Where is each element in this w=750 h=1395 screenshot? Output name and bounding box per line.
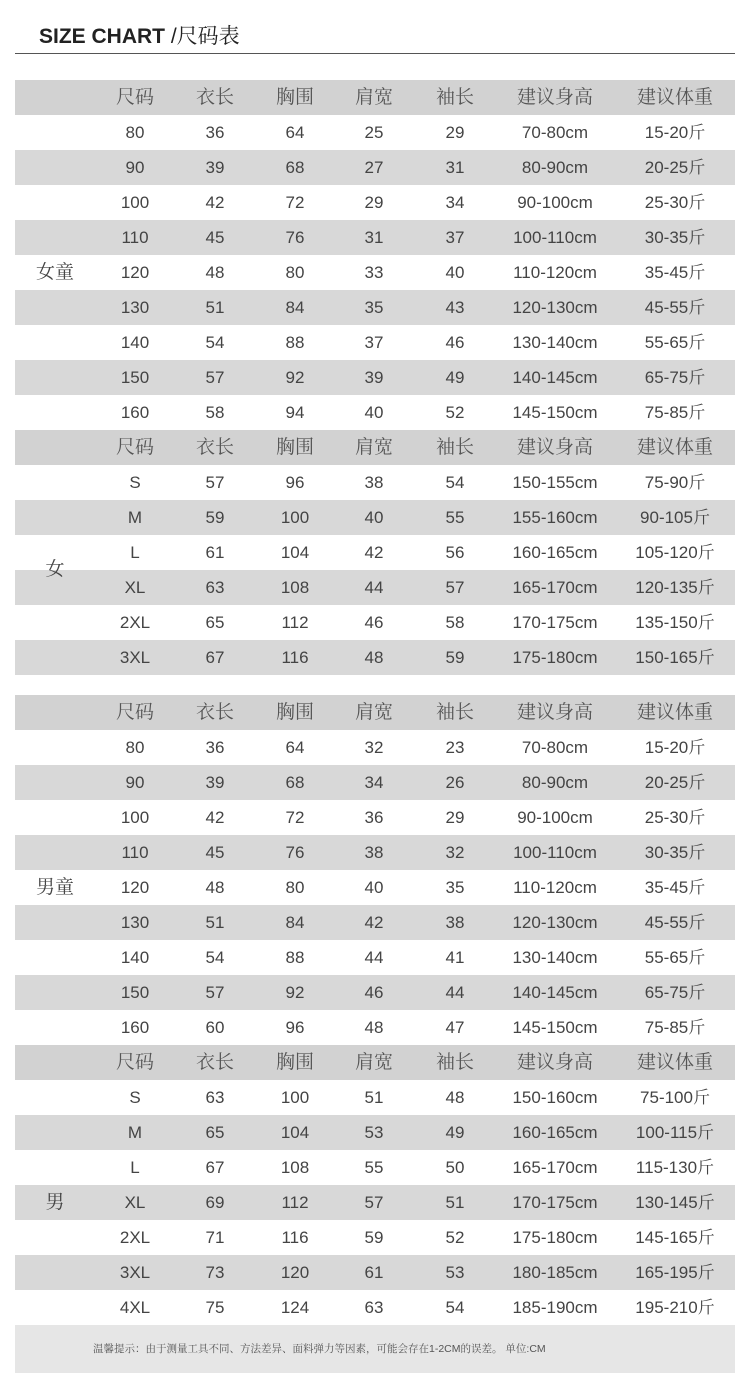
table-cell: 3XL <box>119 648 151 667</box>
table-cell: 67 <box>205 1158 225 1177</box>
table-cell: 75-85斤 <box>644 1018 706 1037</box>
table-cell: 115-130斤 <box>635 1158 715 1177</box>
table-cell: 63 <box>364 1298 384 1317</box>
table-cell: 45-55斤 <box>644 298 706 317</box>
table-cell: 25 <box>364 123 384 142</box>
table-cell: 44 <box>364 578 384 597</box>
table-cell: 53 <box>445 1263 465 1282</box>
table-row <box>15 185 735 220</box>
table-cell: 48 <box>364 648 384 667</box>
table-cell: 120 <box>280 1263 310 1282</box>
table-cell: 45 <box>205 843 225 862</box>
table-cell: 38 <box>364 473 384 492</box>
table-cell: 175-180cm <box>512 648 598 667</box>
table-row <box>15 605 735 640</box>
table-cell: 53 <box>364 1123 384 1142</box>
table-cell: 140-145cm <box>512 983 598 1002</box>
table-cell: 110 <box>121 228 149 247</box>
table-row <box>15 465 735 500</box>
table-row <box>15 290 735 325</box>
column-header: 建议体重 <box>636 437 713 458</box>
table-row <box>15 115 735 150</box>
table-cell: 54 <box>205 333 225 352</box>
table-cell: 64 <box>285 738 305 757</box>
table-cell: 150 <box>120 983 150 1002</box>
table-row <box>15 1255 735 1290</box>
table-cell: 112 <box>281 613 309 632</box>
table-row <box>15 255 735 290</box>
column-header: 胸围 <box>275 87 314 108</box>
table-cell: 36 <box>205 738 225 757</box>
table-cell: 110 <box>121 843 149 862</box>
table-cell: 38 <box>364 843 384 862</box>
table-cell: 160 <box>120 1018 150 1037</box>
table-cell: 40 <box>364 403 384 422</box>
table-cell: 15-20斤 <box>644 738 706 757</box>
column-header: 肩宽 <box>354 1052 393 1073</box>
table-cell: 88 <box>285 948 305 967</box>
table-cell: 44 <box>445 983 465 1002</box>
table-cell: 38 <box>445 913 465 932</box>
table-cell: 23 <box>445 738 465 757</box>
table-cell: 54 <box>445 1298 465 1317</box>
table-row <box>15 870 735 905</box>
table-cell: 61 <box>364 1263 384 1282</box>
table-cell: 41 <box>445 948 465 967</box>
column-header: 衣长 <box>195 702 234 723</box>
table-cell: 29 <box>445 123 465 142</box>
table-cell: 55-65斤 <box>644 948 706 967</box>
table-row <box>15 1150 735 1185</box>
table-cell: 195-210斤 <box>635 1298 715 1317</box>
table-cell: 135-150斤 <box>635 613 715 632</box>
table-cell: 37 <box>445 228 465 247</box>
column-header: 尺码 <box>115 437 154 458</box>
table-cell: 29 <box>445 808 465 827</box>
table-cell: 68 <box>285 158 305 177</box>
table-cell: 108 <box>280 1158 310 1177</box>
table-row <box>15 570 735 605</box>
footnote-text: 温馨提示：由于测量工具不同、方法差异、面料弹力等因素，可能会存在1-2CM的误差。 单位:CM <box>93 1343 546 1355</box>
table-cell: 170-175cm <box>512 613 598 632</box>
table-cell: S <box>129 473 141 492</box>
table-cell: 71 <box>205 1228 225 1247</box>
table-cell: 165-170cm <box>512 578 598 597</box>
table-cell: 36 <box>205 123 225 142</box>
table-cell: 55 <box>364 1158 384 1177</box>
table-cell: 49 <box>445 1123 465 1142</box>
table-cell: 29 <box>364 193 384 212</box>
table-row <box>15 975 735 1010</box>
table-cell: 42 <box>205 808 225 827</box>
table-cell: 80 <box>285 263 305 282</box>
table-cell: 75 <box>205 1298 225 1317</box>
table-cell: 130 <box>120 298 150 317</box>
table-cell: 80 <box>125 123 145 142</box>
table-cell: 84 <box>285 913 305 932</box>
table-cell: 57 <box>205 473 225 492</box>
column-header: 建议身高 <box>516 1052 593 1073</box>
table-cell: 120-130cm <box>512 298 598 317</box>
table-cell: 70-80cm <box>521 738 589 757</box>
table-cell: 110-120cm <box>513 878 597 897</box>
table-row <box>15 1080 735 1115</box>
table-cell: 51 <box>364 1088 384 1107</box>
table-cell: 170-175cm <box>512 1193 598 1212</box>
title-divider <box>15 53 735 54</box>
table-header-row <box>15 80 735 115</box>
table-cell: 80 <box>285 878 305 897</box>
table-cell: 124 <box>280 1298 310 1317</box>
table-cell: 140 <box>120 948 150 967</box>
column-header: 建议身高 <box>516 702 593 723</box>
table-cell: 57 <box>205 983 225 1002</box>
table-cell: 60 <box>205 1018 225 1037</box>
table-row <box>15 360 735 395</box>
table-cell: 48 <box>445 1088 465 1107</box>
table-row <box>15 765 735 800</box>
table-cell: 72 <box>285 808 305 827</box>
table-cell: 92 <box>285 983 305 1002</box>
table-cell: 50 <box>445 1158 465 1177</box>
table-cell: 40 <box>445 263 465 282</box>
size-table-girls <box>15 80 735 430</box>
table-cell: 30-35斤 <box>644 228 706 247</box>
group-label: 女 <box>45 559 65 580</box>
table-cell: 3XL <box>119 1263 151 1282</box>
table-cell: 175-180cm <box>512 1228 598 1247</box>
table-cell: 110-120cm <box>513 263 597 282</box>
table-cell: S <box>129 1088 141 1107</box>
table-cell: L <box>130 543 140 562</box>
table-cell: 32 <box>445 843 465 862</box>
table-cell: 100-110cm <box>513 228 597 247</box>
table-cell: 52 <box>445 403 465 422</box>
table-cell: 31 <box>364 228 384 247</box>
column-header: 衣长 <box>195 87 234 108</box>
group-label: 男 <box>45 1191 65 1213</box>
table-cell: 48 <box>205 878 225 897</box>
table-cell: 67 <box>205 648 225 667</box>
size-table-women <box>15 430 735 675</box>
table-cell: 59 <box>364 1228 384 1247</box>
table-cell: 90-100cm <box>517 808 593 827</box>
table-cell: 165-170cm <box>512 1158 598 1177</box>
table-cell: 90 <box>125 773 145 792</box>
table-cell: 88 <box>285 333 305 352</box>
table-cell: 116 <box>281 648 309 667</box>
table-row <box>15 1010 735 1045</box>
table-cell: 130-140cm <box>512 333 598 352</box>
table-cell: 84 <box>285 298 305 317</box>
table-cell: 130-140cm <box>512 948 598 967</box>
table-cell: 31 <box>445 158 465 177</box>
table-cell: 57 <box>445 578 465 597</box>
table-cell: 43 <box>445 298 465 317</box>
table-cell: 36 <box>364 808 384 827</box>
table-cell: 35 <box>445 878 465 897</box>
table-cell: 100 <box>280 508 310 527</box>
table-cell: 150-155cm <box>512 473 598 492</box>
table-cell: 48 <box>205 263 225 282</box>
table-cell: 51 <box>445 1193 465 1212</box>
table-cell: 44 <box>364 948 384 967</box>
page-title <box>39 22 240 52</box>
table-cell: 35-45斤 <box>644 263 706 282</box>
column-header: 建议身高 <box>516 437 593 458</box>
table-cell: 55 <box>445 508 465 527</box>
table-cell: 120 <box>120 878 150 897</box>
table-cell: 104 <box>280 543 310 562</box>
page-title-en: SIZE CHART <box>39 25 165 48</box>
table-row <box>15 800 735 835</box>
table-cell: 34 <box>445 193 465 212</box>
table-cell: 46 <box>364 613 384 632</box>
table-cell: 160 <box>120 403 150 422</box>
group-label: 女童 <box>35 261 74 283</box>
table-row <box>15 500 735 535</box>
table-cell: 155-160cm <box>512 508 598 527</box>
table-cell: 90 <box>125 158 145 177</box>
table-cell: 75-90斤 <box>644 473 706 492</box>
column-header: 肩宽 <box>354 437 393 458</box>
table-cell: 26 <box>445 773 465 792</box>
table-cell: 15-20斤 <box>644 123 706 142</box>
page-title-zh: /尺码表 <box>165 25 240 48</box>
table-row <box>15 1115 735 1150</box>
table-cell: 116 <box>281 1228 309 1247</box>
table-cell: 100 <box>120 193 150 212</box>
table-cell: XL <box>124 578 146 597</box>
table-cell: 92 <box>285 368 305 387</box>
table-cell: 80-90cm <box>521 773 589 792</box>
size-table-boys <box>15 695 735 1045</box>
column-header: 衣长 <box>195 1052 234 1073</box>
table-cell: 120-135斤 <box>635 578 715 597</box>
table-row <box>15 220 735 255</box>
table-cell: 33 <box>364 263 384 282</box>
table-cell: 96 <box>285 1018 305 1037</box>
table-row <box>15 1290 735 1325</box>
column-header: 尺码 <box>115 87 154 108</box>
table-row <box>15 940 735 975</box>
table-cell: 105-120斤 <box>635 543 715 562</box>
group-label: 男童 <box>35 876 74 898</box>
column-header: 袖长 <box>435 87 474 108</box>
column-header: 袖长 <box>435 1052 474 1073</box>
table-cell: 49 <box>445 368 465 387</box>
column-header: 袖长 <box>435 702 474 723</box>
table-row <box>15 395 735 430</box>
table-cell: 145-165斤 <box>635 1228 715 1247</box>
table-cell: 47 <box>445 1018 465 1037</box>
table-cell: 61 <box>205 543 225 562</box>
table-cell: 25-30斤 <box>644 808 706 827</box>
table-cell: 4XL <box>119 1298 151 1317</box>
column-header: 袖长 <box>435 437 474 458</box>
column-header: 建议体重 <box>636 87 713 108</box>
table-cell: 20-25斤 <box>644 158 706 177</box>
table-cell: 39 <box>205 158 225 177</box>
table-cell: 160-165cm <box>512 543 598 562</box>
table-cell: 76 <box>285 228 305 247</box>
table-cell: XL <box>124 1193 146 1212</box>
table-cell: M <box>127 508 143 527</box>
table-cell: 100 <box>120 808 150 827</box>
table-cell: 185-190cm <box>512 1298 598 1317</box>
table-cell: 27 <box>364 158 384 177</box>
footnote-bar <box>15 1325 735 1373</box>
table-row <box>15 730 735 765</box>
table-cell: 42 <box>205 193 225 212</box>
table-cell: 65 <box>205 1123 225 1142</box>
table-cell: 90-105斤 <box>640 508 710 527</box>
table-cell: 96 <box>285 473 305 492</box>
table-cell: 46 <box>364 983 384 1002</box>
table-row <box>15 535 735 570</box>
table-row <box>15 1220 735 1255</box>
table-cell: 130 <box>120 913 150 932</box>
table-cell: 57 <box>205 368 225 387</box>
column-header: 肩宽 <box>354 87 393 108</box>
table-cell: 20-25斤 <box>644 773 706 792</box>
table-cell: 59 <box>205 508 225 527</box>
table-cell: 40 <box>364 508 384 527</box>
table-cell: 180-185cm <box>512 1263 598 1282</box>
column-header: 建议身高 <box>516 87 593 108</box>
table-cell: 73 <box>205 1263 225 1282</box>
table-cell: 80-90cm <box>521 158 589 177</box>
column-header: 衣长 <box>195 437 234 458</box>
table-cell: 35-45斤 <box>644 878 706 897</box>
table-cell: 64 <box>285 123 305 142</box>
table-cell: 42 <box>364 913 384 932</box>
table-cell: 54 <box>205 948 225 967</box>
table-cell: 90-100cm <box>517 193 593 212</box>
table-cell: 57 <box>364 1193 384 1212</box>
table-cell: 120-130cm <box>512 913 598 932</box>
table-header-row <box>15 695 735 730</box>
table-cell: 76 <box>285 843 305 862</box>
table-cell: 100-110cm <box>513 843 597 862</box>
table-cell: 32 <box>364 738 384 757</box>
table-cell: M <box>127 1123 143 1142</box>
table-cell: 100 <box>280 1088 310 1107</box>
table-cell: 112 <box>281 1193 309 1212</box>
table-cell: 58 <box>205 403 225 422</box>
column-header: 建议体重 <box>636 702 713 723</box>
table-cell: 108 <box>280 578 310 597</box>
table-cell: 140-145cm <box>512 368 598 387</box>
column-header: 尺码 <box>115 702 154 723</box>
table-cell: 51 <box>205 913 225 932</box>
table-cell: 70-80cm <box>521 123 589 142</box>
table-header-row <box>15 430 735 465</box>
table-cell: 51 <box>205 298 225 317</box>
table-cell: 150-160cm <box>512 1088 598 1107</box>
table-cell: 120 <box>120 263 150 282</box>
table-cell: 100-115斤 <box>635 1123 715 1142</box>
table-cell: 35 <box>364 298 384 317</box>
table-cell: 30-35斤 <box>644 843 706 862</box>
table-cell: 63 <box>205 578 225 597</box>
table-cell: 45 <box>205 228 225 247</box>
table-cell: 65-75斤 <box>644 983 706 1002</box>
table-cell: 68 <box>285 773 305 792</box>
table-cell: 75-85斤 <box>644 403 706 422</box>
table-cell: 34 <box>364 773 384 792</box>
table-cell: 165-195斤 <box>635 1263 715 1282</box>
table-cell: 59 <box>445 648 465 667</box>
table-cell: 58 <box>445 613 465 632</box>
table-cell: 52 <box>445 1228 465 1247</box>
table-cell: 42 <box>364 543 384 562</box>
table-cell: 37 <box>364 333 384 352</box>
table-cell: 72 <box>285 193 305 212</box>
table-cell: 56 <box>445 543 465 562</box>
table-cell: 55-65斤 <box>644 333 706 352</box>
table-cell: 150-165斤 <box>635 648 715 667</box>
column-header: 尺码 <box>115 1052 154 1073</box>
table-row <box>15 150 735 185</box>
table-cell: 80 <box>125 738 145 757</box>
table-cell: 69 <box>205 1193 225 1212</box>
table-cell: 140 <box>120 333 150 352</box>
table-cell: 94 <box>285 403 305 422</box>
table-cell: 130-145斤 <box>635 1193 715 1212</box>
table-cell: 2XL <box>119 613 151 632</box>
column-header: 胸围 <box>275 1052 314 1073</box>
size-table-men <box>15 1045 735 1325</box>
table-cell: 39 <box>205 773 225 792</box>
column-header: 肩宽 <box>354 702 393 723</box>
table-cell: 45-55斤 <box>644 913 706 932</box>
table-cell: 40 <box>364 878 384 897</box>
table-cell: 150 <box>120 368 150 387</box>
table-cell: 104 <box>280 1123 310 1142</box>
table-cell: 145-150cm <box>512 403 598 422</box>
table-header-row <box>15 1045 735 1080</box>
table-row <box>15 835 735 870</box>
table-cell: 46 <box>445 333 465 352</box>
column-header: 胸围 <box>275 437 314 458</box>
column-header: 建议体重 <box>636 1052 713 1073</box>
table-cell: 39 <box>364 368 384 387</box>
table-cell: 75-100斤 <box>640 1088 710 1107</box>
column-header: 胸围 <box>275 702 314 723</box>
table-cell: 48 <box>364 1018 384 1037</box>
table-row <box>15 640 735 675</box>
table-row <box>15 325 735 360</box>
table-cell: 63 <box>205 1088 225 1107</box>
table-row <box>15 1185 735 1220</box>
table-cell: 2XL <box>119 1228 151 1247</box>
table-cell: 54 <box>445 473 465 492</box>
table-cell: 65 <box>205 613 225 632</box>
table-cell: 65-75斤 <box>644 368 706 387</box>
table-cell: 145-150cm <box>512 1018 598 1037</box>
table-row <box>15 905 735 940</box>
table-cell: L <box>130 1158 140 1177</box>
table-cell: 25-30斤 <box>644 193 706 212</box>
table-cell: 160-165cm <box>512 1123 598 1142</box>
